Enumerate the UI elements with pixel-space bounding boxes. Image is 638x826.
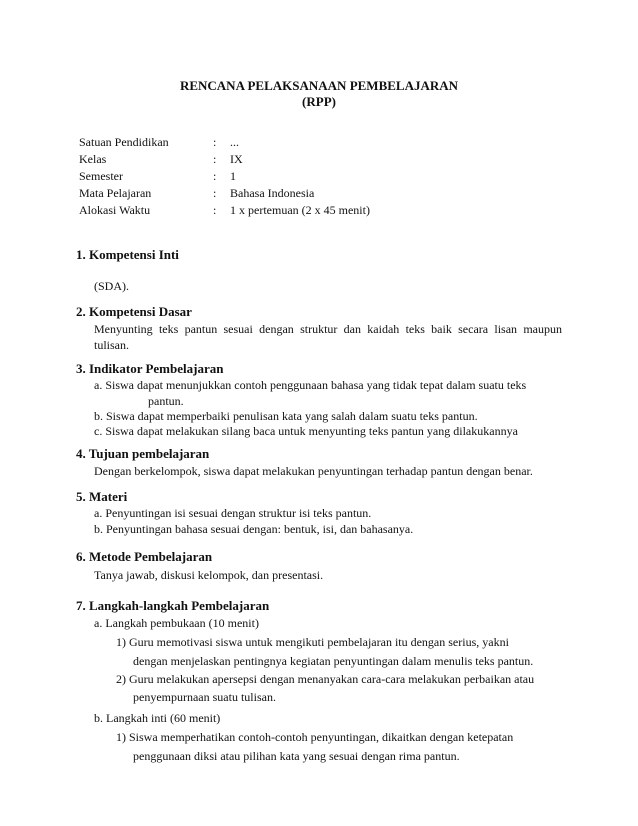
list-item-continuation: pantun.	[148, 394, 184, 408]
section-text: tulisan.	[94, 338, 129, 352]
identity-value: ...	[230, 135, 239, 149]
identity-separator: :	[213, 203, 217, 217]
list-item: b. Siswa dapat memperbaiki penulisan kata yang salah dalam suatu teks pantun.	[94, 409, 478, 423]
section-heading-kompetensi-inti: 1. Kompetensi Inti	[76, 247, 179, 262]
sub-list-item: 1) Siswa memperhatikan contoh-contoh penyuntingan, dikaitkan dengan ketepatan	[116, 730, 514, 744]
section-text: Tanya jawab, diskusi kelompok, dan presentasi.	[94, 568, 324, 582]
section-heading-langkah: 7. Langkah-langkah Pembelajaran	[76, 598, 270, 613]
identity-value: 1	[230, 169, 236, 183]
section-heading-metode: 6. Metode Pembelajaran	[76, 549, 213, 564]
section-text: Menyunting teks pantun sesuai dengan struktur dan kaidah teks baik secara lisan maupun	[94, 322, 562, 336]
sub-list-item: 2) Guru melakukan apersepsi dengan menanyakan cara-cara melakukan perbaikan atau	[116, 672, 535, 686]
section-heading-indikator: 3. Indikator Pembelajaran	[76, 361, 224, 376]
identity-separator: :	[213, 169, 217, 183]
sub-list-item-continuation: penggunaan diksi atau pilihan kata yang sesuai dengan rima pantun.	[133, 749, 460, 763]
document-subtitle: (RPP)	[302, 94, 336, 109]
identity-value: Bahasa Indonesia	[230, 186, 315, 200]
section-heading-kompetensi-dasar: 2. Kompetensi Dasar	[76, 304, 192, 319]
sub-list-item-continuation: dengan menjelaskan pentingnya kegiatan penyuntingan dalam menulis teks pantun.	[133, 654, 534, 668]
list-item: b. Penyuntingan bahasa sesuai dengan: bentuk, isi, dan bahasanya.	[94, 522, 414, 536]
identity-label: Kelas	[79, 152, 107, 166]
list-item: b. Langkah inti (60 menit)	[94, 711, 221, 725]
section-text: (SDA).	[94, 279, 129, 293]
identity-separator: :	[213, 186, 217, 200]
identity-value: 1 x pertemuan (2 x 45 menit)	[230, 203, 370, 217]
section-heading-materi: 5. Materi	[76, 489, 128, 504]
list-item: c. Siswa dapat melakukan silang baca untuk menyunting teks pantun yang dilakukannya	[94, 424, 518, 438]
list-item: a. Penyuntingan isi sesuai dengan struktur isi teks pantun.	[94, 506, 372, 520]
section-text: Dengan berkelompok, siswa dapat melakukan penyuntingan terhadap pantun dengan benar.	[94, 464, 533, 478]
list-item: a. Siswa dapat menunjukkan contoh penggunaan bahasa yang tidak tepat dalam suatu teks	[94, 378, 527, 392]
list-item: a. Langkah pembukaan (10 menit)	[94, 616, 259, 630]
document-title: RENCANA PELAKSANAAN PEMBELAJARAN	[179, 78, 459, 93]
identity-separator: :	[213, 152, 217, 166]
identity-label: Satuan Pendidikan	[79, 135, 169, 149]
identity-label: Mata Pelajaran	[79, 186, 152, 200]
identity-value: IX	[230, 152, 243, 166]
sub-list-item: 1) Guru memotivasi siswa untuk mengikuti pembelajaran itu dengan serius, yakni	[116, 635, 509, 649]
sub-list-item-continuation: penyempurnaan suatu tulisan.	[133, 690, 276, 704]
identity-label: Semester	[79, 169, 123, 183]
section-heading-tujuan: 4. Tujuan pembelajaran	[76, 446, 210, 461]
identity-separator: :	[213, 135, 217, 149]
identity-label: Alokasi Waktu	[79, 203, 151, 217]
